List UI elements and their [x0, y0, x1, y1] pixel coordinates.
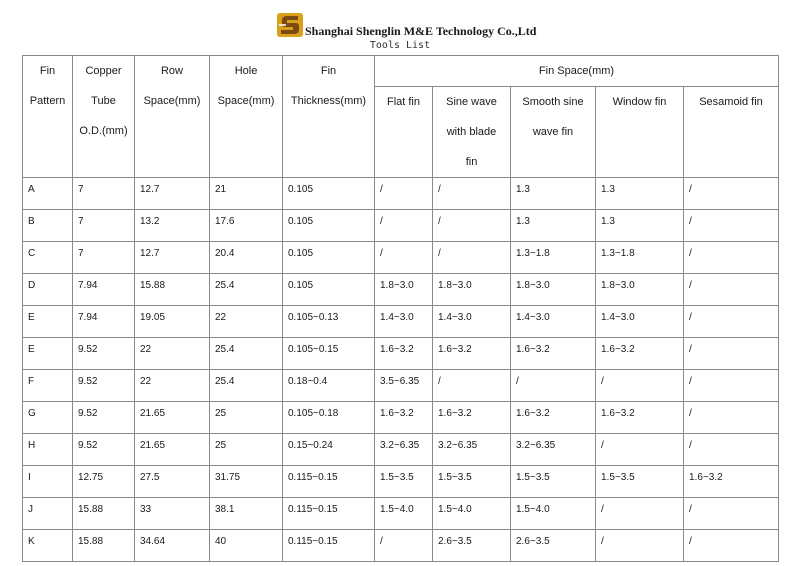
table-cell: 7: [73, 242, 135, 274]
table-cell: 1.6~3.2: [375, 402, 433, 434]
table-cell: 1.4~3.0: [433, 306, 511, 338]
table-cell: 9.52: [73, 402, 135, 434]
table-cell: 3.2~6.35: [511, 434, 596, 466]
header-row: [23, 56, 779, 87]
header-text: Smooth sine: [522, 96, 584, 108]
table-cell: /: [684, 338, 779, 370]
table-cell: 1.8~3.0: [511, 274, 596, 306]
header-text: wave fin: [532, 126, 574, 138]
table-cell: 3.5~6.35: [375, 370, 433, 402]
table-cell: 1.4~3.0: [375, 306, 433, 338]
header-text: Row: [160, 65, 183, 77]
table-cell: /: [596, 498, 684, 530]
table-cell: 1.8~3.0: [433, 274, 511, 306]
table-cell: 25.4: [210, 370, 283, 402]
table-cell: 1.8~3.0: [596, 274, 684, 306]
header-thickness: [283, 56, 375, 178]
table-cell: 0.105: [283, 210, 375, 242]
table-cell: 2.6~3.5: [433, 530, 511, 562]
table-cell: 27.5: [135, 466, 210, 498]
table-cell: 9.52: [73, 434, 135, 466]
table-cell: 1.3~1.8: [596, 242, 684, 274]
table-cell: 1.3~1.8: [511, 242, 596, 274]
table-row: [23, 338, 779, 370]
table-cell: /: [375, 242, 433, 274]
table-cell: 34.64: [135, 530, 210, 562]
table-header: [23, 56, 779, 178]
header-text: Pattern: [29, 95, 66, 107]
table-cell: 12.7: [135, 178, 210, 210]
header-row: [135, 56, 210, 178]
table-cell: 1.8~3.0: [375, 274, 433, 306]
company-name: Shanghai Shenglin M&E Technology Co.,Ltd: [305, 24, 537, 38]
tools-list-table: [22, 55, 779, 562]
table-cell: 22: [135, 338, 210, 370]
header-text: Space(mm): [217, 95, 275, 107]
header-text: Thickness(mm): [290, 95, 367, 107]
table-cell: 17.6: [210, 210, 283, 242]
table-cell: 31.75: [210, 466, 283, 498]
table-cell: /: [433, 178, 511, 210]
table-cell: 1.4~3.0: [596, 306, 684, 338]
table-cell: 1.5~3.5: [375, 466, 433, 498]
table-cell: /: [684, 210, 779, 242]
header-sine: [433, 87, 511, 178]
header-text: Sine wave: [446, 96, 497, 108]
table-cell: 22: [210, 306, 283, 338]
table-cell: 1.6~3.2: [596, 402, 684, 434]
table-cell: 3.2~6.35: [433, 434, 511, 466]
table-cell: 2.6~3.5: [511, 530, 596, 562]
table-cell: 0.115~0.15: [283, 466, 375, 498]
table-row: [23, 178, 779, 210]
table-cell: 1.5~4.0: [511, 498, 596, 530]
table-cell: E: [23, 338, 73, 370]
table-cell: /: [684, 530, 779, 562]
table-cell: K: [23, 530, 73, 562]
table-cell: 1.3: [596, 178, 684, 210]
table-row: [23, 402, 779, 434]
table-cell: 0.105~0.15: [283, 338, 375, 370]
table-cell: H: [23, 434, 73, 466]
table-row: [23, 370, 779, 402]
table-cell: 9.52: [73, 370, 135, 402]
table-cell: 0.105~0.13: [283, 306, 375, 338]
header-text: Copper: [85, 65, 122, 77]
table-cell: 1.3: [511, 178, 596, 210]
table-cell: 7.94: [73, 274, 135, 306]
table-cell: /: [596, 434, 684, 466]
table-cell: 0.18~0.4: [283, 370, 375, 402]
table-cell: 1.6~3.2: [596, 338, 684, 370]
table-cell: 1.5~3.5: [433, 466, 511, 498]
table-cell: /: [684, 402, 779, 434]
table-cell: 12.75: [73, 466, 135, 498]
table-cell: /: [684, 178, 779, 210]
table-cell: 0.105~0.18: [283, 402, 375, 434]
table-cell: 1.6~3.2: [375, 338, 433, 370]
table-cell: /: [433, 370, 511, 402]
table-cell: G: [23, 402, 73, 434]
table-row: [23, 210, 779, 242]
document-subtitle: Tools List: [369, 40, 431, 51]
table-cell: 3.2~6.35: [375, 434, 433, 466]
table-cell: 7: [73, 178, 135, 210]
table-cell: 1.6~3.2: [684, 466, 779, 498]
table-cell: 1.3: [596, 210, 684, 242]
table-cell: /: [684, 434, 779, 466]
header-pattern: [23, 56, 73, 178]
table-cell: 19.05: [135, 306, 210, 338]
table-row: [23, 434, 779, 466]
table-cell: 25: [210, 434, 283, 466]
header-text: Hole: [234, 65, 258, 77]
table-cell: 21.65: [135, 434, 210, 466]
header-smooth: [511, 87, 596, 178]
table-cell: 1.3: [511, 210, 596, 242]
table-cell: 0.115~0.15: [283, 530, 375, 562]
table-cell: /: [511, 370, 596, 402]
table-cell: 1.5~3.5: [511, 466, 596, 498]
table-cell: F: [23, 370, 73, 402]
header-text: Tube: [91, 95, 116, 107]
table-row: [23, 530, 779, 562]
table-cell: 15.88: [135, 274, 210, 306]
table-cell: /: [375, 178, 433, 210]
table-cell: /: [684, 306, 779, 338]
table-cell: C: [23, 242, 73, 274]
table-row: [23, 274, 779, 306]
table-row: [23, 306, 779, 338]
table-cell: /: [684, 498, 779, 530]
table-cell: 25.4: [210, 338, 283, 370]
table-cell: 1.6~3.2: [511, 402, 596, 434]
table-cell: 9.52: [73, 338, 135, 370]
table-cell: 13.2: [135, 210, 210, 242]
table-cell: 40: [210, 530, 283, 562]
table-cell: 0.105: [283, 274, 375, 306]
table-cell: J: [23, 498, 73, 530]
header-hole: [210, 56, 283, 178]
table-cell: 22: [135, 370, 210, 402]
table-cell: /: [375, 210, 433, 242]
table-cell: 1.6~3.2: [433, 338, 511, 370]
document-header: [0, 10, 800, 36]
table-cell: I: [23, 466, 73, 498]
header-window: [596, 87, 684, 178]
table-cell: 1.5~4.0: [433, 498, 511, 530]
table-cell: 1.6~3.2: [511, 338, 596, 370]
header-text: Space(mm): [143, 95, 201, 107]
table-cell: 20.4: [210, 242, 283, 274]
table-cell: A: [23, 178, 73, 210]
header-text: with blade: [446, 126, 497, 138]
header-text: Fin: [39, 65, 56, 77]
table-cell: /: [375, 530, 433, 562]
table-body: [23, 178, 779, 562]
table-cell: 21.65: [135, 402, 210, 434]
table-cell: /: [433, 210, 511, 242]
table-cell: 1.5~4.0: [375, 498, 433, 530]
table-cell: B: [23, 210, 73, 242]
table-cell: /: [684, 370, 779, 402]
table-row: [23, 242, 779, 274]
table-cell: 0.105: [283, 242, 375, 274]
table-cell: 1.5~3.5: [596, 466, 684, 498]
table-cell: 7: [73, 210, 135, 242]
table-cell: /: [433, 242, 511, 274]
table-cell: /: [596, 530, 684, 562]
table-cell: /: [684, 274, 779, 306]
table-row: [23, 466, 779, 498]
header-text: Flat fin: [386, 96, 420, 108]
company-logo-icon: [276, 12, 304, 38]
table-cell: 0.15~0.24: [283, 434, 375, 466]
header-flat: [375, 87, 433, 178]
table-cell: 0.105: [283, 178, 375, 210]
header-copper: [73, 56, 135, 178]
table-cell: E: [23, 306, 73, 338]
table-cell: 0.115~0.15: [283, 498, 375, 530]
table-cell: 33: [135, 498, 210, 530]
table-cell: 1.4~3.0: [511, 306, 596, 338]
table-cell: 15.88: [73, 530, 135, 562]
table-row: [23, 498, 779, 530]
table-cell: 25.4: [210, 274, 283, 306]
header-text: Fin: [320, 65, 337, 77]
table-cell: 25: [210, 402, 283, 434]
header-text: Window fin: [612, 96, 667, 108]
header-text: fin: [465, 156, 478, 168]
table-cell: 1.6~3.2: [433, 402, 511, 434]
header-sesamoid: [684, 87, 779, 178]
header-text: Sesamoid fin: [699, 96, 763, 108]
table-cell: 15.88: [73, 498, 135, 530]
table-cell: 21: [210, 178, 283, 210]
table-cell: 38.1: [210, 498, 283, 530]
header-fin-space-group: Fin Space(mm): [375, 56, 779, 87]
header-text: O.D.(mm): [79, 125, 128, 137]
table-cell: 7.94: [73, 306, 135, 338]
table-cell: /: [684, 242, 779, 274]
table-cell: /: [596, 370, 684, 402]
table-cell: D: [23, 274, 73, 306]
table-cell: 12.7: [135, 242, 210, 274]
